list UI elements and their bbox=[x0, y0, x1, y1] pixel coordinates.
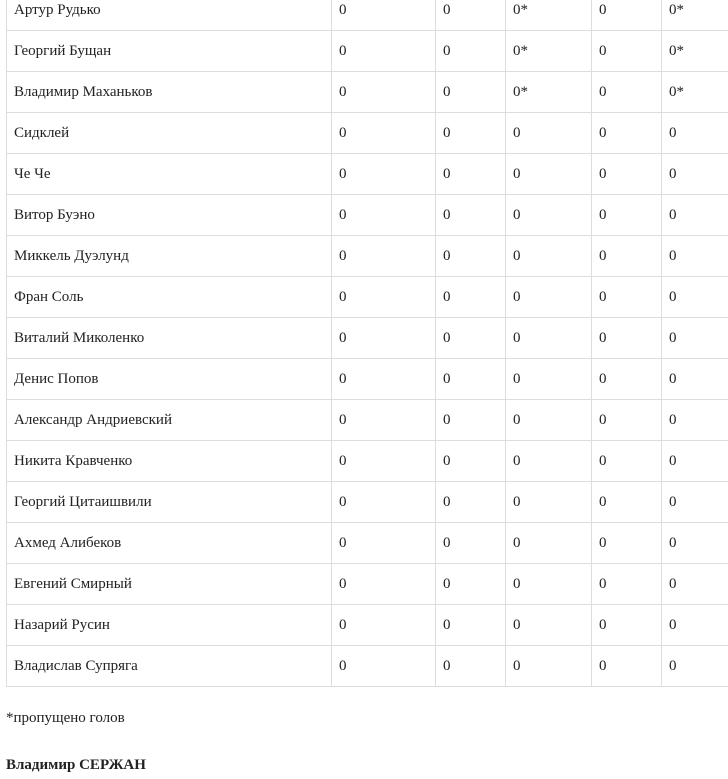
stat-cell: 0 bbox=[436, 236, 506, 277]
stat-cell: 0 bbox=[436, 646, 506, 687]
stat-cell: 0 bbox=[592, 605, 662, 646]
player-name-cell: Ахмед Алибеков bbox=[7, 523, 332, 564]
stat-cell: 0 bbox=[662, 482, 728, 523]
stat-cell: 0 bbox=[332, 523, 436, 564]
stat-cell: 0* bbox=[506, 72, 592, 113]
stat-cell: 0 bbox=[592, 195, 662, 236]
table-row bbox=[7, 31, 728, 72]
stat-cell: 0 bbox=[506, 359, 592, 400]
stat-cell: 0 bbox=[332, 154, 436, 195]
stat-cell: 0 bbox=[332, 277, 436, 318]
player-name-cell: Сидклей bbox=[7, 113, 332, 154]
table-row bbox=[7, 318, 728, 359]
stat-cell: 0* bbox=[662, 0, 728, 31]
footnote: *пропущено голов bbox=[6, 710, 125, 726]
player-name-cell: Денис Попов bbox=[7, 359, 332, 400]
player-name-cell: Никита Кравченко bbox=[7, 441, 332, 482]
stat-cell: 0 bbox=[506, 646, 592, 687]
table-row bbox=[7, 564, 728, 605]
stat-cell: 0 bbox=[662, 605, 728, 646]
stat-cell: 0 bbox=[592, 646, 662, 687]
stat-cell: 0 bbox=[592, 441, 662, 482]
stat-cell: 0* bbox=[506, 0, 592, 31]
stat-cell: 0 bbox=[592, 72, 662, 113]
stat-cell: 0 bbox=[506, 195, 592, 236]
stat-cell: 0 bbox=[332, 0, 436, 31]
stat-cell: 0 bbox=[662, 359, 728, 400]
stat-cell: 0 bbox=[332, 31, 436, 72]
stat-cell: 0 bbox=[436, 523, 506, 564]
stat-cell: 0 bbox=[332, 646, 436, 687]
table-row bbox=[7, 236, 728, 277]
author-name: Владимир СЕРЖАН bbox=[6, 757, 146, 773]
stat-cell: 0 bbox=[436, 154, 506, 195]
table-row bbox=[7, 359, 728, 400]
stat-cell: 0 bbox=[436, 195, 506, 236]
stat-cell: 0 bbox=[332, 441, 436, 482]
stat-cell: 0 bbox=[436, 441, 506, 482]
stat-cell: 0 bbox=[506, 564, 592, 605]
table-row bbox=[7, 605, 728, 646]
stat-cell: 0 bbox=[662, 523, 728, 564]
table-row bbox=[7, 277, 728, 318]
stat-cell: 0 bbox=[662, 400, 728, 441]
stat-cell: 0 bbox=[436, 113, 506, 154]
stat-cell: 0 bbox=[332, 359, 436, 400]
player-stats-table bbox=[6, 0, 728, 687]
stat-cell: 0 bbox=[436, 482, 506, 523]
player-stats-table-body bbox=[7, 0, 728, 687]
stat-cell: 0 bbox=[436, 400, 506, 441]
stat-cell: 0 bbox=[592, 31, 662, 72]
player-name-cell: Че Че bbox=[7, 154, 332, 195]
stat-cell: 0* bbox=[506, 31, 592, 72]
stat-cell: 0 bbox=[592, 154, 662, 195]
table-row bbox=[7, 400, 728, 441]
stat-cell: 0 bbox=[592, 482, 662, 523]
player-name-cell: Георгий Бущан bbox=[7, 31, 332, 72]
stat-cell: 0* bbox=[662, 72, 728, 113]
stat-cell: 0 bbox=[592, 0, 662, 31]
stat-cell: 0 bbox=[332, 236, 436, 277]
stat-cell: 0 bbox=[592, 359, 662, 400]
stat-cell: 0 bbox=[506, 523, 592, 564]
stat-cell: 0 bbox=[332, 72, 436, 113]
stat-cell: 0 bbox=[506, 605, 592, 646]
stat-cell: 0 bbox=[436, 359, 506, 400]
table-row bbox=[7, 195, 728, 236]
stat-cell: 0 bbox=[662, 318, 728, 359]
table-row bbox=[7, 441, 728, 482]
stat-cell: 0 bbox=[592, 564, 662, 605]
stat-cell: 0 bbox=[506, 400, 592, 441]
stat-cell: 0 bbox=[662, 441, 728, 482]
player-name-cell: Владимир Маханьков bbox=[7, 72, 332, 113]
stat-cell: 0 bbox=[436, 31, 506, 72]
stat-cell: 0 bbox=[332, 605, 436, 646]
table-row bbox=[7, 0, 728, 31]
stat-cell: 0 bbox=[436, 72, 506, 113]
stat-cell: 0 bbox=[662, 154, 728, 195]
player-name-cell: Фран Соль bbox=[7, 277, 332, 318]
stat-cell: 0 bbox=[592, 113, 662, 154]
player-name-cell: Назарий Русин bbox=[7, 605, 332, 646]
stat-cell: 0 bbox=[662, 195, 728, 236]
player-name-cell: Владислав Супряга bbox=[7, 646, 332, 687]
table-row bbox=[7, 482, 728, 523]
stat-cell: 0 bbox=[592, 400, 662, 441]
stat-cell: 0 bbox=[506, 113, 592, 154]
player-name-cell: Александр Андриевский bbox=[7, 400, 332, 441]
table-row bbox=[7, 113, 728, 154]
stat-cell: 0 bbox=[592, 277, 662, 318]
stat-cell: 0 bbox=[506, 236, 592, 277]
player-name-cell: Витор Буэно bbox=[7, 195, 332, 236]
stat-cell: 0 bbox=[662, 236, 728, 277]
stat-cell: 0 bbox=[332, 195, 436, 236]
stat-cell: 0 bbox=[592, 318, 662, 359]
stat-cell: 0 bbox=[332, 318, 436, 359]
stat-cell: 0 bbox=[332, 400, 436, 441]
table-row bbox=[7, 72, 728, 113]
stat-cell: 0 bbox=[436, 277, 506, 318]
stat-cell: 0* bbox=[662, 31, 728, 72]
stat-cell: 0 bbox=[592, 523, 662, 564]
player-name-cell: Георгий Цитаишвили bbox=[7, 482, 332, 523]
stat-cell: 0 bbox=[506, 318, 592, 359]
stat-cell: 0 bbox=[506, 154, 592, 195]
stat-cell: 0 bbox=[662, 646, 728, 687]
stat-cell: 0 bbox=[506, 441, 592, 482]
stat-cell: 0 bbox=[506, 277, 592, 318]
stat-cell: 0 bbox=[662, 277, 728, 318]
stat-cell: 0 bbox=[662, 113, 728, 154]
stat-cell: 0 bbox=[436, 0, 506, 31]
stat-cell: 0 bbox=[592, 236, 662, 277]
stat-cell: 0 bbox=[662, 564, 728, 605]
player-name-cell: Евгений Смирный bbox=[7, 564, 332, 605]
player-name-cell: Виталий Миколенко bbox=[7, 318, 332, 359]
stat-cell: 0 bbox=[436, 605, 506, 646]
stat-cell: 0 bbox=[332, 113, 436, 154]
table-row bbox=[7, 154, 728, 195]
table-row bbox=[7, 646, 728, 687]
player-name-cell: Артур Рудько bbox=[7, 0, 332, 31]
stat-cell: 0 bbox=[436, 564, 506, 605]
player-name-cell: Миккель Дуэлунд bbox=[7, 236, 332, 277]
stat-cell: 0 bbox=[506, 482, 592, 523]
stat-cell: 0 bbox=[332, 564, 436, 605]
stat-cell: 0 bbox=[436, 318, 506, 359]
table-row bbox=[7, 523, 728, 564]
stat-cell: 0 bbox=[332, 482, 436, 523]
